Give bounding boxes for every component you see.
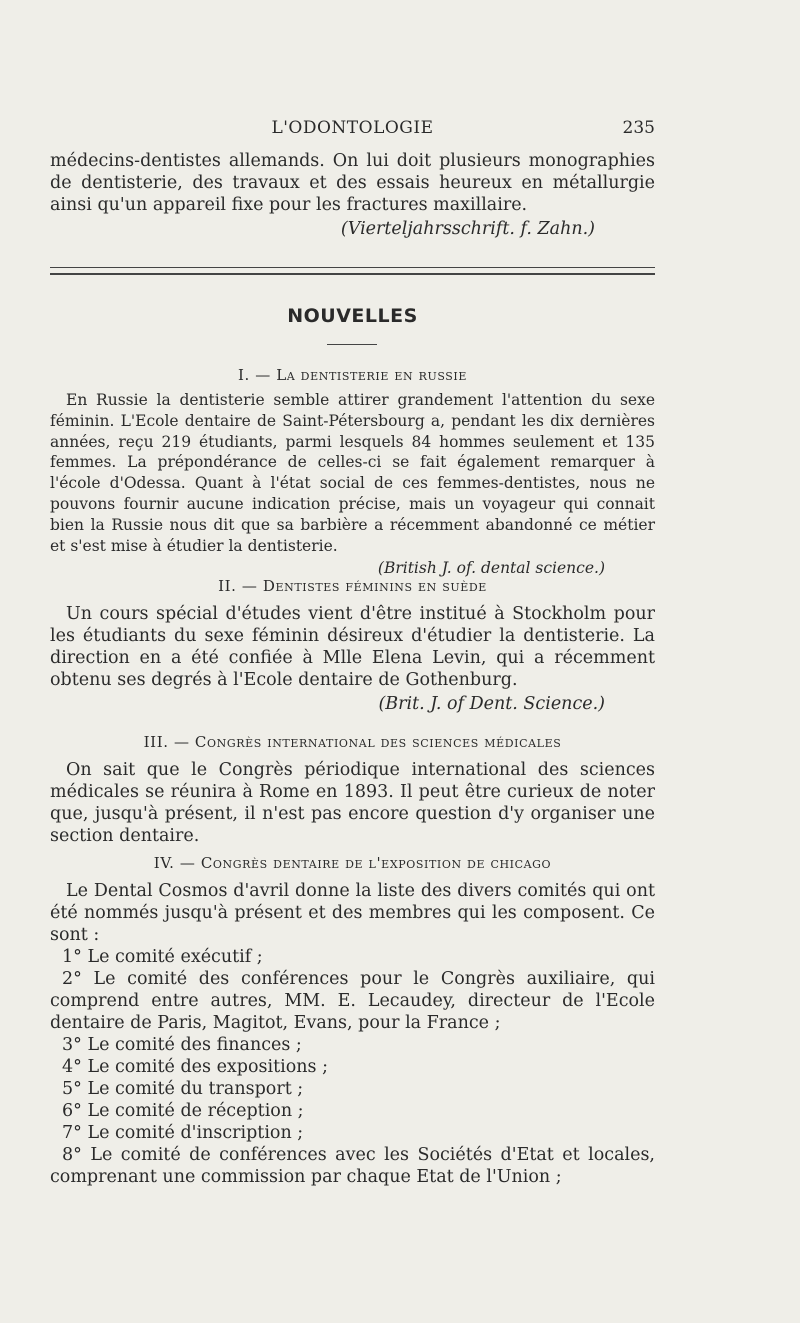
- list-item: 5° Le comité du transport ;: [62, 1079, 304, 1099]
- section-3-title: III. — Congrès international des sciences médicales: [143, 733, 562, 751]
- section-2-source: (Brit. J. of Dent. Science.): [378, 694, 605, 714]
- intro-paragraph: médecins-dentistes allemands. On lui doit plusieurs monographies de dentisterie, des travaux et des essais heureux en métallurgie ainsi qu'un appareil fixe pour les fractures maxillaire.: [50, 151, 655, 215]
- intro-source: (Vierteljahrsschrift. f. Zahn.): [340, 219, 595, 239]
- page-number: 235: [622, 118, 655, 138]
- list-item: 2° Le comité des conférences pour le Congrès auxiliaire, qui comprend entre autres, MM. E. Lecaudey, directeur de l'Ecole dentaire de Paris, Magitot, Evans, pour la France ;: [50, 969, 655, 1033]
- committee-list: [50, 946, 655, 1188]
- list-item: 4° Le comité des expositions ;: [62, 1057, 328, 1077]
- section-2-body: Un cours spécial d'études vient d'être institué à Stockholm pour les étudiants du sexe féminin désireux d'étudier la dentisterie. La direction en a été confiée à Mlle Elena Levin, qui a récemment obtenu ses degrés à l'Ecole dentaire de Gothenburg.: [50, 604, 655, 690]
- section-3-body: On sait que le Congrès périodique international des sciences médicales se réunira à Rome en 1893. Il peut être curieux de noter que, jusqu'à présent, il n'est pas encore question d'y organiser une section dentaire.: [50, 760, 655, 846]
- section-1-title: I. — La dentisterie en russie: [237, 366, 467, 384]
- section-2-title: II. — Dentistes féminins en suède: [218, 577, 487, 595]
- section-4: [50, 852, 655, 1188]
- list-item: 8° Le comité de conférences avec les Sociétés d'Etat et locales, comprenant une commission par chaque Etat de l'Union ;: [50, 1145, 655, 1187]
- section-4-title: IV. — Congrès dentaire de l'exposition de chicago: [153, 854, 552, 872]
- section-2: [50, 575, 655, 715]
- running-header: [50, 118, 655, 140]
- short-rule-divider: [327, 344, 377, 345]
- list-item: 3° Le comité des finances ;: [62, 1035, 302, 1055]
- intro-block: [50, 150, 655, 240]
- list-item: 6° Le comité de réception ;: [62, 1101, 304, 1121]
- double-rule-divider: [50, 267, 655, 275]
- list-item: 1° Le comité exécutif ;: [62, 947, 263, 967]
- section-4-body: Le Dental Cosmos d'avril donne la liste des divers comités qui ont été nommés jusqu'à présent et des membres qui les composent. Ce sont :: [50, 881, 655, 945]
- section-3: [50, 731, 655, 847]
- section-1-source: (British J. of. dental science.): [377, 559, 605, 578]
- section-1: [50, 364, 655, 579]
- section-1-body: En Russie la dentisterie semble attirer grandement l'attention du sexe féminin. L'Ecole dentaire de Saint-Pétersbourg a, pendant les dix dernières années, reçu 219 étudiants, parmi lesquels 84 hommes seulement et 135 femmes. La prépondérance de celles-ci se fait également remarquer à l'école d'Odessa. Quant à l'état social de ces femmes-dentistes, nous ne pouvons fournir aucune indication précise, mais un voyageur qui connait bien la Russie nous dit que sa barbière a récemment abandonné ce métier et s'est mise à étudier la dentisterie.: [50, 391, 655, 555]
- section-heading: NOUVELLES: [287, 305, 418, 327]
- journal-title: L'ODONTOLOGIE: [271, 118, 434, 138]
- list-item: 7° Le comité d'inscription ;: [62, 1123, 304, 1143]
